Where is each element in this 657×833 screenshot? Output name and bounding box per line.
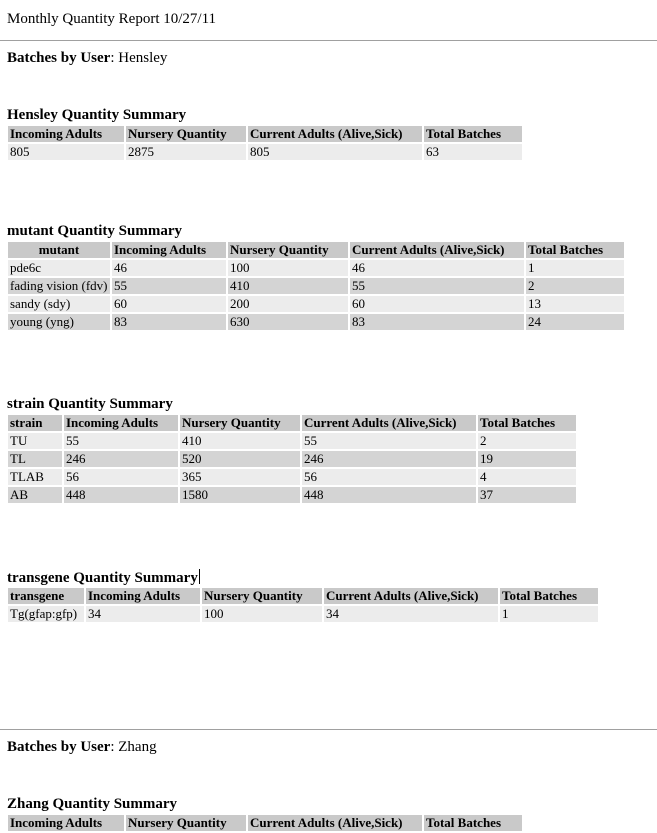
table-cell: 805 [8,144,124,160]
section-title-hensley: Hensley Quantity Summary [7,107,187,123]
section-title-zhang: Zhang Quantity Summary [7,796,178,812]
column-header: Nursery Quantity [180,415,300,431]
table-cell: 2 [478,433,576,449]
table-cell: 46 [112,260,226,276]
table-cell: 2875 [126,144,246,160]
column-header: Incoming Adults [8,815,124,831]
section-title-text: transgene Quantity Summary [7,570,198,586]
table-cell: 34 [86,606,200,622]
table-row [8,144,522,160]
table-row [8,451,576,467]
table-cell: 805 [248,144,422,160]
zhang-summary-table [6,813,524,833]
column-header: Nursery Quantity [126,126,246,142]
table-cell: 410 [228,278,348,294]
column-header: Total Batches [424,815,522,831]
table-cell: 19 [478,451,576,467]
table-cell: 1 [526,260,624,276]
table-cell: 2 [526,278,624,294]
user-name: Zhang [118,739,157,755]
table-cell: 630 [228,314,348,330]
column-header: transgene [8,588,84,604]
batches-by-user-label: Batches by User [7,739,111,755]
section-title-mutant: mutant Quantity Summary [7,223,183,239]
table-cell: Tg(gfap:gfp) [8,606,84,622]
table-cell: 63 [424,144,522,160]
table-cell: 100 [202,606,322,622]
hensley-summary-table [6,124,524,162]
column-header: Current Adults (Alive,Sick) [248,126,422,142]
table-cell: fading vision (fdv) [8,278,110,294]
column-header: Nursery Quantity [228,242,348,258]
table-cell: 55 [64,433,178,449]
user-divider [0,729,657,730]
table-row [8,606,598,622]
table-cell: 55 [112,278,226,294]
table-row [8,296,624,312]
table-cell: 83 [350,314,524,330]
table-row [8,433,576,449]
table-cell: 410 [180,433,300,449]
table-cell: 365 [180,469,300,485]
table-header-row [8,815,522,831]
top-divider [0,40,657,41]
column-header: Incoming Adults [112,242,226,258]
column-header: Total Batches [424,126,522,142]
column-header: mutant [8,242,110,258]
column-header: strain [8,415,62,431]
user-name: Hensley [118,50,168,66]
table-cell: pde6c [8,260,110,276]
batches-by-user-zhang: Batches by User: Zhang [7,739,157,755]
column-header: Current Adults (Alive,Sick) [302,415,476,431]
table-header-row [8,588,598,604]
table-cell: 34 [324,606,498,622]
table-cell: 200 [228,296,348,312]
table-row [8,278,624,294]
column-header: Current Adults (Alive,Sick) [248,815,422,831]
transgene-summary-table [6,586,600,624]
table-cell: 1 [500,606,598,622]
mutant-summary-table [6,240,626,332]
batches-by-user-label: Batches by User [7,50,111,66]
table-cell: 4 [478,469,576,485]
table-cell: 55 [350,278,524,294]
table-header-row [8,242,624,258]
table-cell: young (yng) [8,314,110,330]
table-cell: 1580 [180,487,300,503]
table-cell: 56 [302,469,476,485]
table-cell: 448 [64,487,178,503]
table-header-row [8,126,522,142]
column-header: Total Batches [500,588,598,604]
column-header: Total Batches [526,242,624,258]
column-header: Current Adults (Alive,Sick) [350,242,524,258]
table-cell: 520 [180,451,300,467]
table-cell: 246 [302,451,476,467]
report-title: Monthly Quantity Report 10/27/11 [7,11,217,27]
column-header: Incoming Adults [8,126,124,142]
table-cell: AB [8,487,62,503]
table-cell: TU [8,433,62,449]
column-header: Nursery Quantity [202,588,322,604]
table-row [8,487,576,503]
table-cell: TLAB [8,469,62,485]
column-header: Incoming Adults [86,588,200,604]
table-cell: 24 [526,314,624,330]
column-header: Current Adults (Alive,Sick) [324,588,498,604]
table-cell: 60 [112,296,226,312]
table-cell: 448 [302,487,476,503]
section-title-strain: strain Quantity Summary [7,396,173,412]
table-cell: TL [8,451,62,467]
text-cursor [199,569,200,584]
table-cell: 55 [302,433,476,449]
table-cell: 37 [478,487,576,503]
table-cell: 13 [526,296,624,312]
strain-summary-table [6,413,578,505]
table-row [8,260,624,276]
table-cell: 46 [350,260,524,276]
section-title-transgene [7,569,200,587]
column-header: Incoming Adults [64,415,178,431]
table-row [8,469,576,485]
table-header-row [8,415,576,431]
table-row [8,314,624,330]
table-cell: sandy (sdy) [8,296,110,312]
batches-by-user-hensley: Batches by User: Hensley [7,50,168,66]
table-cell: 246 [64,451,178,467]
table-cell: 83 [112,314,226,330]
table-cell: 56 [64,469,178,485]
column-header: Total Batches [478,415,576,431]
table-cell: 60 [350,296,524,312]
column-header: Nursery Quantity [126,815,246,831]
table-cell: 100 [228,260,348,276]
